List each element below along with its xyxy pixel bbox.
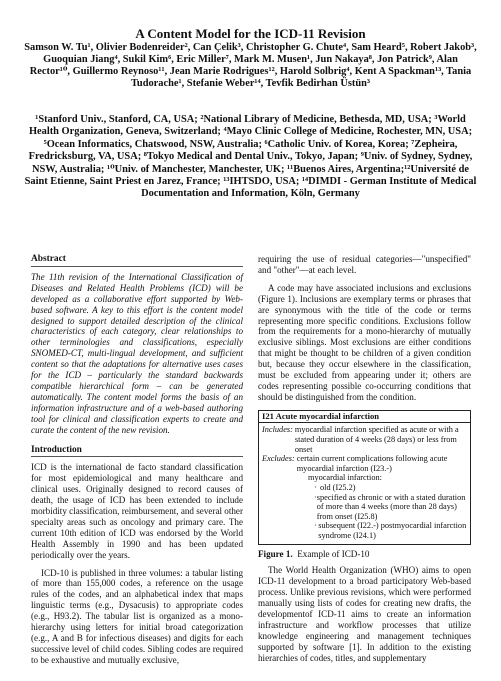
includes-label: Includes: [262, 425, 293, 435]
introduction-heading: Introduction [31, 445, 243, 458]
excludes-item-text: subsequent (I22.-) postmyocardial infarction syndrome (I24.1) [318, 521, 467, 540]
figure-caption-label: Figure 1. [258, 548, 293, 559]
right-paragraph-1: requiring the use of residual categories—"unspecified" and "other"—at each level. [258, 254, 471, 275]
abstract-text: The 11th revision of the International Classification of Diseases and Related Health Problems (ICD) will be developed as a collaborative effort supported by Web-based software. A key to this effort is the content model designed to support detailed description of the clinical characteristics of each category, clear relationships to other terminologies and classifications, especially SNOMED-CT, multi-lingual development, and sufficient content so that the adaptations for alternative uses cases for the ICD – particularly the standard backwards compatible hierarchical form – can be generated automatically. The content model forms the basis of an information infrastructure and of a web-based authoring tool for clinical and classification experts to create and curate the content of the new revision. [31, 271, 243, 435]
right-column [258, 254, 471, 671]
figure-box-title: I21 Acute myocardial infarction [259, 412, 470, 424]
left-column [31, 254, 243, 673]
bullet-icon: · [314, 521, 317, 531]
includes-row [262, 425, 467, 454]
affiliation-list: ¹Stanford Univ., Stanford, CA, USA; ²National Library of Medicine, Bethesda, MD, USA; ³World Health Organization, Geneva, Switzerland; ⁴Mayo Clinic College of Medicine, Rochester, MN, USA; ⁵Ocean Informatics, Chatswood, NSW, Australia; ⁶Catholic Univ. of Korea, Korea; ⁷Zepheira, Fredricksburg, VA, USA; ⁸Tokyo Medical and Dental Univ., Tokyo, Japan; ⁹Univ. of Sydney, Sydney, NSW, Australia; ¹⁰Univ. of Manchester, Manchester, UK; ¹¹Buenos Aires, Argentina;¹²Université de Saint Etienne, Saint Priest en Jarez, France; ¹³IHTSDO, USA; ¹⁴DIMDI - German Institute of Medical Documentation and Information, Köln, Germany [24, 114, 477, 200]
excludes-row [262, 454, 467, 473]
excludes-subheading: myocardial infarction: [308, 473, 382, 483]
right-paragraph-2: A code may have associated inclusions and exclusions (Figure 1). Inclusions are exemplary terms or phrases that are synonymous with the title of the code or terms representing more specific conditions. Exclusions follow from the requirements for a mono-hierarchy of mutually exclusive siblings. Most exclusions are either conditions that might be thought to be children of a given condition but, because they occur elsewhere in the classification, must be excluded from appearing under it; others are codes representing possible co-occurring conditions that should be distinguished from the condition. [258, 282, 471, 402]
excludes-label: Excludes: [262, 454, 295, 464]
paper-title: A Content Model for the ICD-11 Revision [135, 26, 366, 41]
includes-text: myocardial infarction specified as acute or with a stated duration of 4 weeks (28 days) or less from onset [294, 425, 459, 454]
abstract-heading: Abstract [31, 254, 243, 267]
excludes-item-text: specified as chronic or with a stated duration of more than 4 weeks (more than 28 days) from onset (I25.8) [316, 492, 466, 521]
intro-paragraph-2: ICD-10 is published in three volumes: a tabular listing of more than 155,000 codes, a reference on the usage rules of the codes, and an alphabetical index that maps linguistic terms (e.g., Dysacusis) to appropriate codes (e.g., H93.2). The tabular list is organized as a mono-hierarchy using letters for initial broad categorization (e.g., A and B for infectious diseases) and digits for each successive level of child codes. Sibling codes are required to be exhaustive and mutually exclusive, [31, 567, 243, 665]
right-paragraph-3: The World Health Organization (WHO) aims to open ICD-11 development to a broad participatory Web-based process. Unlike previous revisions, which were performed manually using lists of codes for creating new drafts, the developmentof ICD-11 aims to create an information infrastructure and workflow processes that utilize knowledge engineering and management techniques supported by software [1]. In addition to the existing hierarchies of codes, titles, and supplementary [258, 565, 471, 663]
author-list: Samson W. Tu¹, Olivier Bodenreider², Can Çelik³, Christopher G. Chute⁴, Sam Heard⁵, Robert Jakob³, Guoquian Jiang⁴, Sukil Kim⁶, Eric Miller⁷, Mark M. Musen¹, Jun Nakaya⁸, Jon Patrick⁹, Alan Rector¹⁰, Guillermo Reynoso¹¹, Jean Marie Rodrigues¹², Harold Solbrig⁴, Kent A Spackman¹³, Tania Tudorache¹, Stefanie Weber¹⁴, Tevfik Bedirhan Üstün³ [24, 42, 477, 89]
excludes-item [262, 483, 467, 493]
excludes-text: certain current complications following acute myocardial infarction (I23.-) [296, 454, 448, 473]
figure-caption [258, 549, 471, 560]
figure-caption-text: Example of ICD-10 [297, 548, 370, 559]
excludes-item-text: old (I25.2) [320, 482, 356, 492]
intro-paragraph-1: ICD is the international de facto standard classification for most epidemiological and many healthcare and clinical uses. Originally designed to record causes of death, the usage of ICD has been extended to include morbidity classification, reimbursement, and several other specialty areas such as oncology and primary care. The current 10th edition of ICD was endorsed by the World Health Assembly in 1990 and has been updated periodically over the years. [31, 462, 243, 560]
bullet-icon: · [314, 482, 317, 492]
bullet-icon: · [314, 492, 317, 502]
excludes-item [262, 521, 467, 540]
figure-1-box [258, 410, 471, 545]
excludes-item [262, 493, 467, 522]
